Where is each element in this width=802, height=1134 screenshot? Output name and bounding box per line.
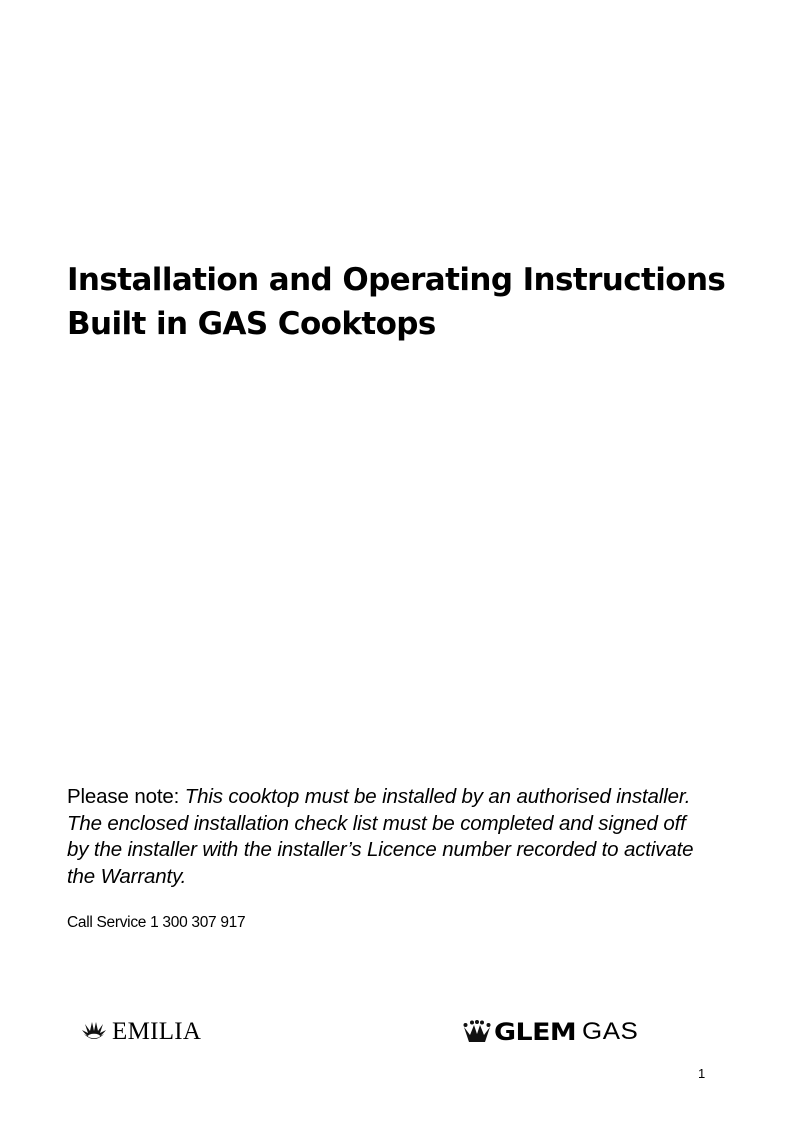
note-text-1: This cooktop must be installed by an authorised installer. [184, 785, 691, 808]
emilia-logo [80, 1017, 201, 1047]
note-line-1 [67, 784, 767, 811]
gas-wordmark: GAS [582, 1018, 639, 1045]
note-line-4: the Warranty. [67, 864, 187, 888]
crown-flame-icon [80, 1020, 108, 1044]
note-line-2: The enclosed installation check list must be completed and signed off [67, 811, 686, 835]
note-label: Please note: [67, 785, 185, 808]
document-title [67, 258, 725, 346]
crown-icon [463, 1020, 491, 1044]
glem-wordmark: GLEM [494, 1018, 577, 1046]
title-line-2: Built in GAS Cooktops [67, 306, 436, 342]
title-line-1: Installation and Operating Instructions [67, 262, 726, 298]
glem-gas-logo [463, 1017, 639, 1047]
emilia-wordmark: EMILIA [112, 1018, 202, 1045]
installer-note [67, 784, 767, 890]
page-number: 1 [698, 1066, 706, 1081]
call-service-text: Call Service 1 300 307 917 [67, 914, 246, 931]
note-line-3: by the installer with the installer’s Licence number recorded to activate [67, 838, 694, 861]
